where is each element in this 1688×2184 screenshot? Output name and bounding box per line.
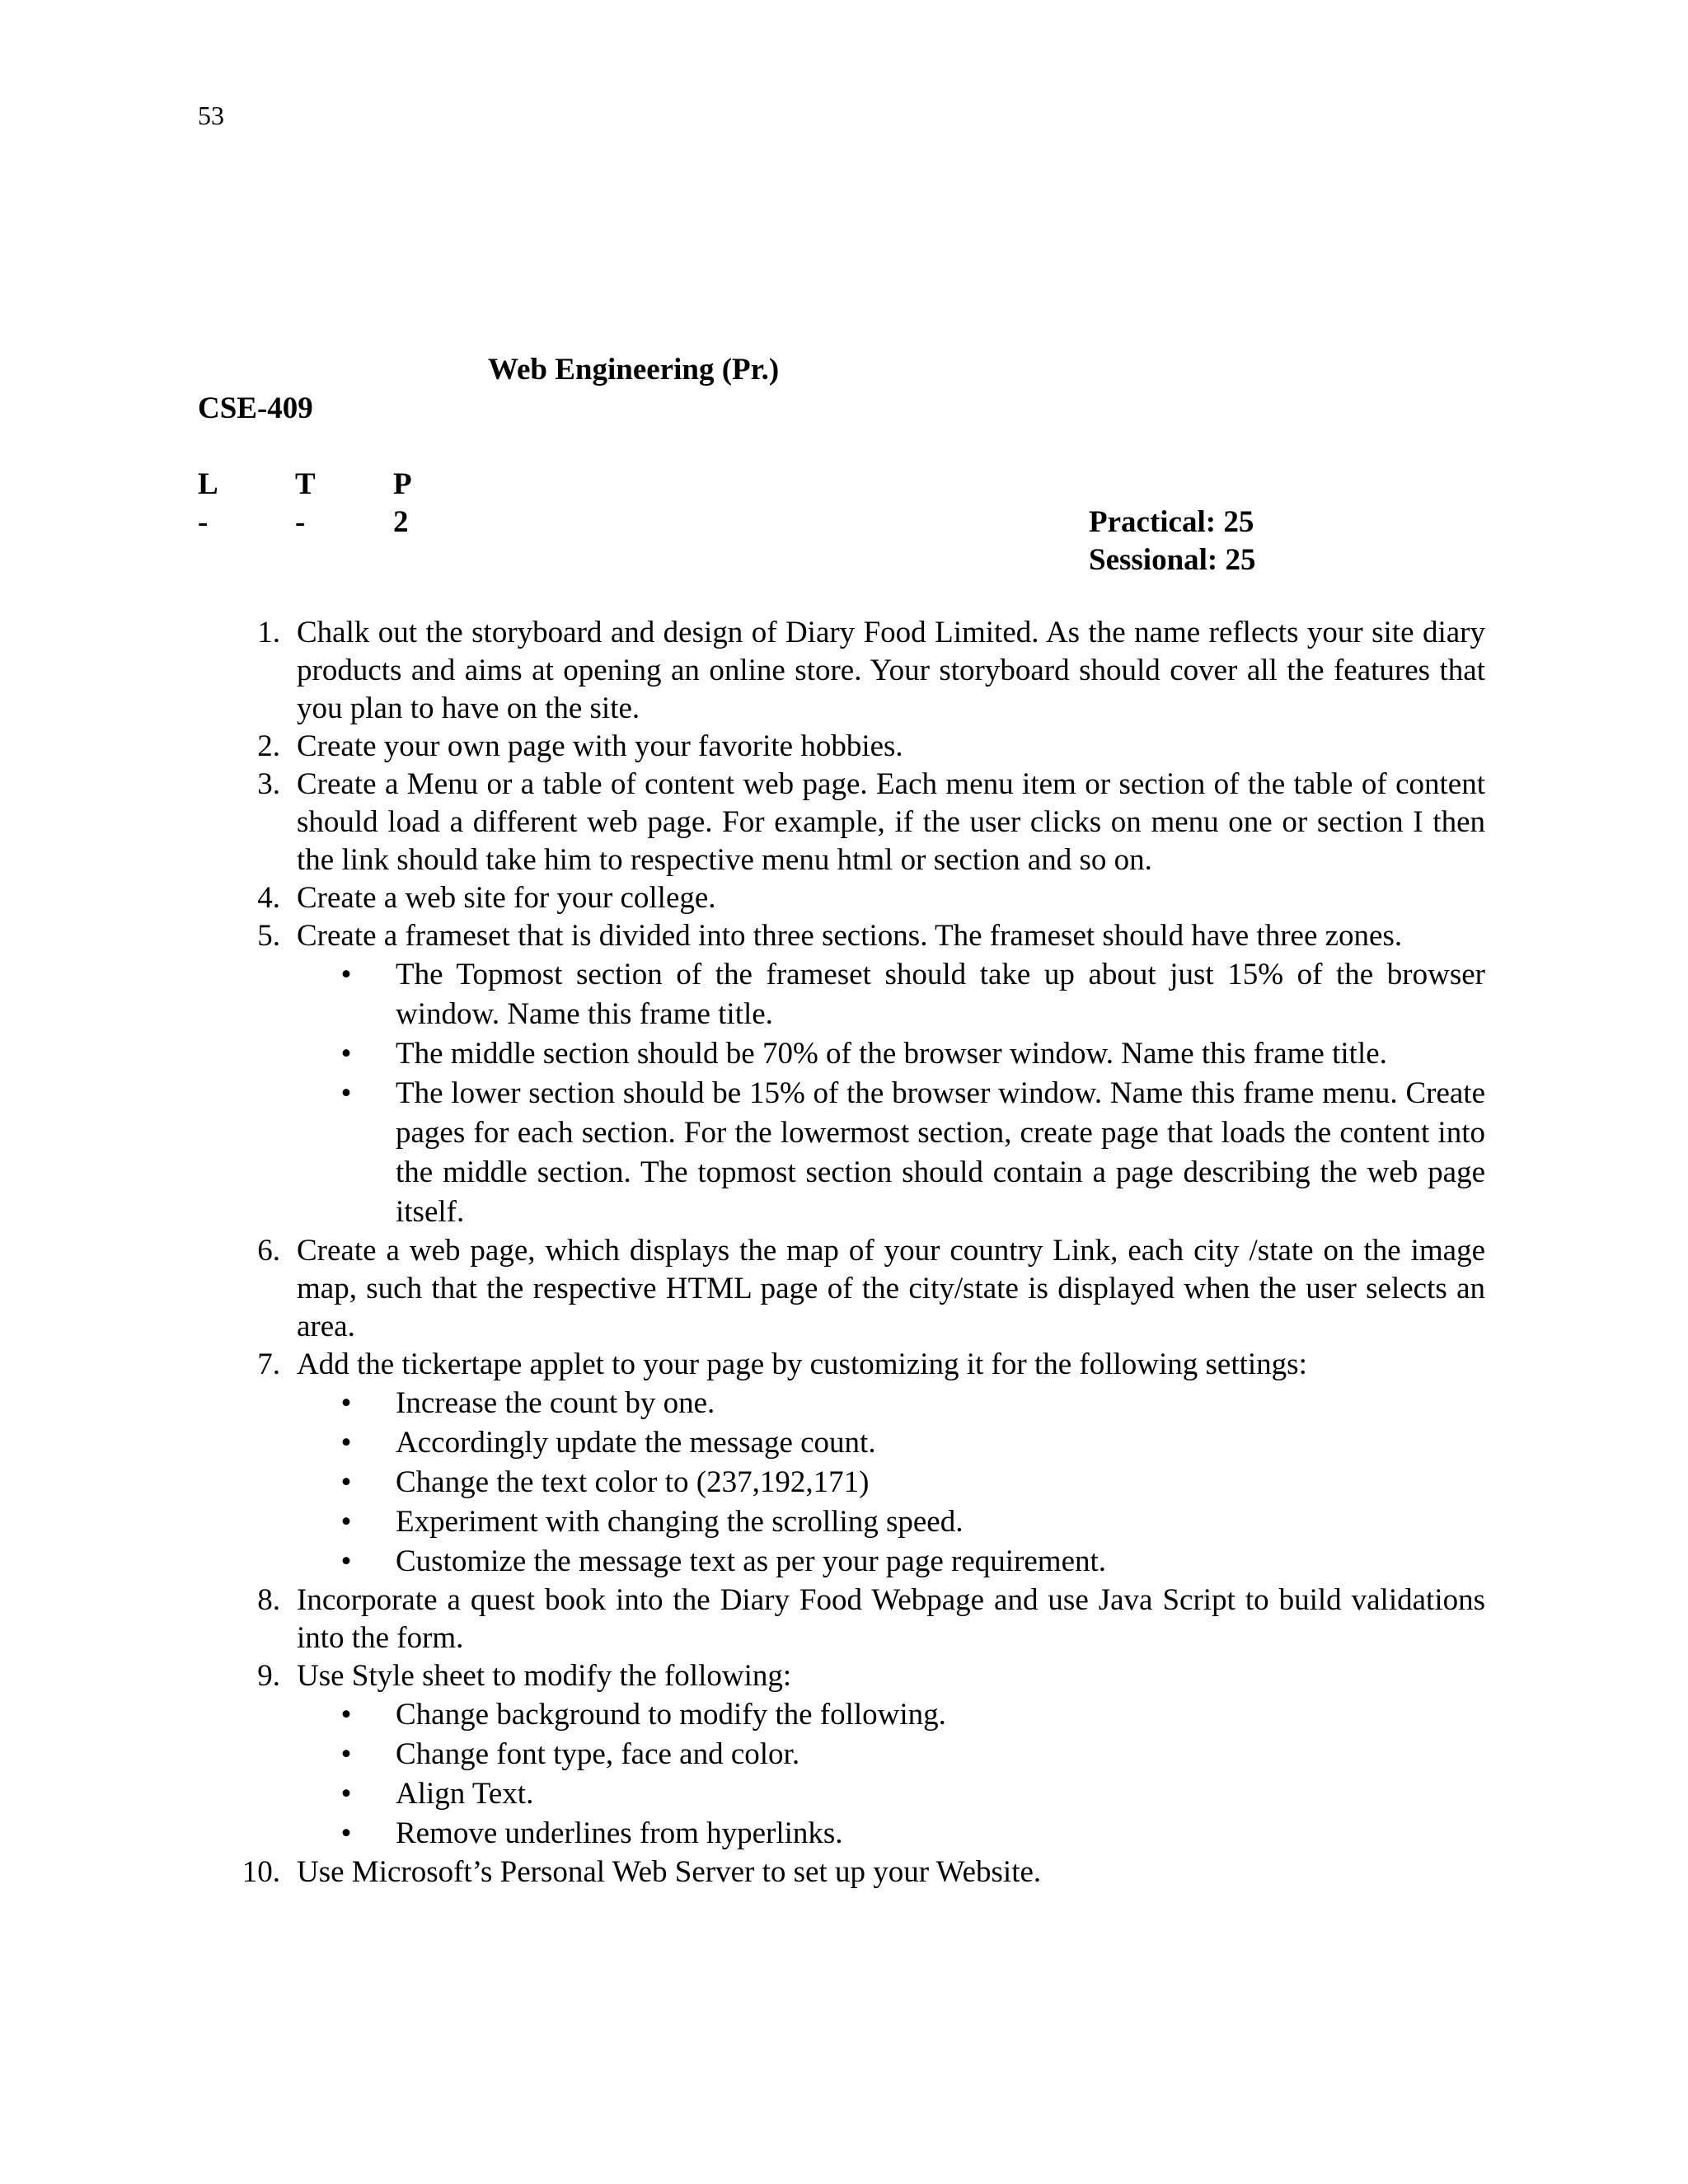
bullet-icon: • xyxy=(340,1076,352,1110)
list-item-body xyxy=(297,917,1485,1232)
list-item-number: 3. xyxy=(257,767,280,801)
bullet-item xyxy=(297,1814,1485,1854)
list-item xyxy=(198,766,1485,879)
list-item-number: 5. xyxy=(257,919,280,953)
bullet-text: Align Text. xyxy=(396,1777,534,1811)
ltp-header-l: L xyxy=(198,467,218,501)
bullet-icon: • xyxy=(340,958,352,991)
ltp-header-p: P xyxy=(393,467,412,501)
course-code: CSE-409 xyxy=(198,391,313,425)
list-item-body xyxy=(297,766,1485,879)
bullet-item xyxy=(297,1384,1485,1423)
list-item xyxy=(198,1854,1485,1891)
bullet-item xyxy=(297,1774,1485,1814)
bullet-text: Remove underlines from hyperlinks. xyxy=(396,1816,843,1850)
bullet-icon: • xyxy=(340,1386,352,1420)
bullet-text: Increase the count by one. xyxy=(396,1386,715,1420)
bullet-item xyxy=(297,1695,1485,1735)
list-item xyxy=(198,1582,1485,1657)
bullet-text: Change font type, face and color. xyxy=(396,1737,800,1771)
bullet-item xyxy=(297,1034,1485,1074)
page-number: 53 xyxy=(198,101,224,130)
list-item-text: Chalk out the storyboard and design of Diary Food Limited. As the name reflects your site diary products and aims at opening an online store. Your storyboard should cover all the features that you plan to have on the site. xyxy=(297,616,1485,725)
list-item-text: Create a frameset that is divided into three sections. The frameset should have three zones. xyxy=(297,919,1403,953)
bullet-icon: • xyxy=(340,1037,352,1071)
list-item-text: Create a web page, which displays the map of your country Link, each city /state on the image map, such that the respective HTML page of the city/state is displayed when the user selects an area. xyxy=(297,1234,1485,1343)
bullet-item xyxy=(297,1542,1485,1582)
list-item-number: 1. xyxy=(257,616,280,649)
list-item-body xyxy=(297,1657,1485,1854)
list-item xyxy=(198,879,1485,917)
bullet-list xyxy=(297,955,1485,1232)
list-item-body xyxy=(297,1232,1485,1346)
list-item xyxy=(198,1346,1485,1582)
bullet-text: Accordingly update the message count. xyxy=(396,1426,876,1460)
list-item-number: 4. xyxy=(257,881,280,915)
list-item-text: Create a web site for your college. xyxy=(297,881,716,915)
list-item-text: Use Microsoft’s Personal Web Server to set up your Website. xyxy=(297,1855,1042,1889)
list-item-number: 7. xyxy=(257,1347,280,1381)
list-item xyxy=(198,1232,1485,1346)
list-item-body xyxy=(297,1582,1485,1657)
list-item-text: Add the tickertape applet to your page by customizing it for the following settings: xyxy=(297,1347,1307,1381)
practical-marks: Practical: 25 xyxy=(1089,505,1254,539)
bullet-text: Change background to modify the following. xyxy=(396,1698,946,1732)
list-item xyxy=(198,728,1485,766)
list-item-number: 8. xyxy=(257,1583,280,1617)
bullet-icon: • xyxy=(340,1737,352,1771)
ltp-value-t: - xyxy=(295,505,306,539)
ltp-header-t: T xyxy=(295,467,316,501)
bullet-text: Customize the message text as per your page requirement. xyxy=(396,1544,1107,1578)
list-item-text: Create a Menu or a table of content web page. Each menu item or section of the table of content should load a different web page. For example, if the user clicks on menu one or section I then the link should take him to respective menu html or section and so on. xyxy=(297,767,1485,877)
bullet-item xyxy=(297,1423,1485,1463)
bullet-text: The lower section should be 15% of the browser window. Name this frame menu. Create pages for each section. For the lowermost section, create page that loads the content into the middle section. The topmost section should contain a page describing the web page itself. xyxy=(396,1076,1485,1229)
page-title: Web Engineering (Pr.) xyxy=(488,353,780,387)
bullet-text: The middle section should be 70% of the browser window. Name this frame title. xyxy=(396,1037,1387,1071)
ltp-value-p: 2 xyxy=(393,505,409,539)
bullet-item xyxy=(297,1074,1485,1232)
list-item-number: 6. xyxy=(257,1234,280,1268)
bullet-icon: • xyxy=(340,1465,352,1499)
list-item-number: 2. xyxy=(257,729,280,763)
list-item-body xyxy=(297,728,1485,766)
bullet-text: Change the text color to (237,192,171) xyxy=(396,1465,870,1499)
list-item-body xyxy=(297,1346,1485,1582)
bullet-item xyxy=(297,1735,1485,1774)
list-item xyxy=(198,917,1485,1232)
bullet-text: The Topmost section of the frameset should take up about just 15% of the browser window. Name this frame title. xyxy=(396,958,1485,1031)
bullet-icon: • xyxy=(340,1816,352,1850)
practical-list xyxy=(198,614,1485,1891)
list-item-number: 9. xyxy=(257,1659,280,1693)
bullet-item xyxy=(297,1463,1485,1502)
list-item-text: Use Style sheet to modify the following: xyxy=(297,1659,792,1693)
bullet-icon: • xyxy=(340,1505,352,1539)
list-item-body xyxy=(297,614,1485,728)
bullet-icon: • xyxy=(340,1426,352,1460)
list-item xyxy=(198,614,1485,728)
list-item-body xyxy=(297,1854,1485,1891)
list-item xyxy=(198,1657,1485,1854)
bullet-icon: • xyxy=(340,1698,352,1732)
list-item-number: 10. xyxy=(241,1855,280,1889)
bullet-item xyxy=(297,955,1485,1034)
bullet-icon: • xyxy=(340,1544,352,1578)
ltp-value-l: - xyxy=(198,505,209,539)
bullet-text: Experiment with changing the scrolling speed. xyxy=(396,1505,964,1539)
list-item-text: Create your own page with your favorite hobbies. xyxy=(297,729,903,763)
list-item-body xyxy=(297,879,1485,917)
bullet-list xyxy=(297,1384,1485,1582)
list-item-text: Incorporate a quest book into the Diary Food Webpage and use Java Script to build validations into the form. xyxy=(297,1583,1485,1655)
bullet-icon: • xyxy=(340,1777,352,1811)
bullet-list xyxy=(297,1695,1485,1854)
bullet-item xyxy=(297,1502,1485,1542)
sessional-marks: Sessional: 25 xyxy=(1089,543,1256,577)
